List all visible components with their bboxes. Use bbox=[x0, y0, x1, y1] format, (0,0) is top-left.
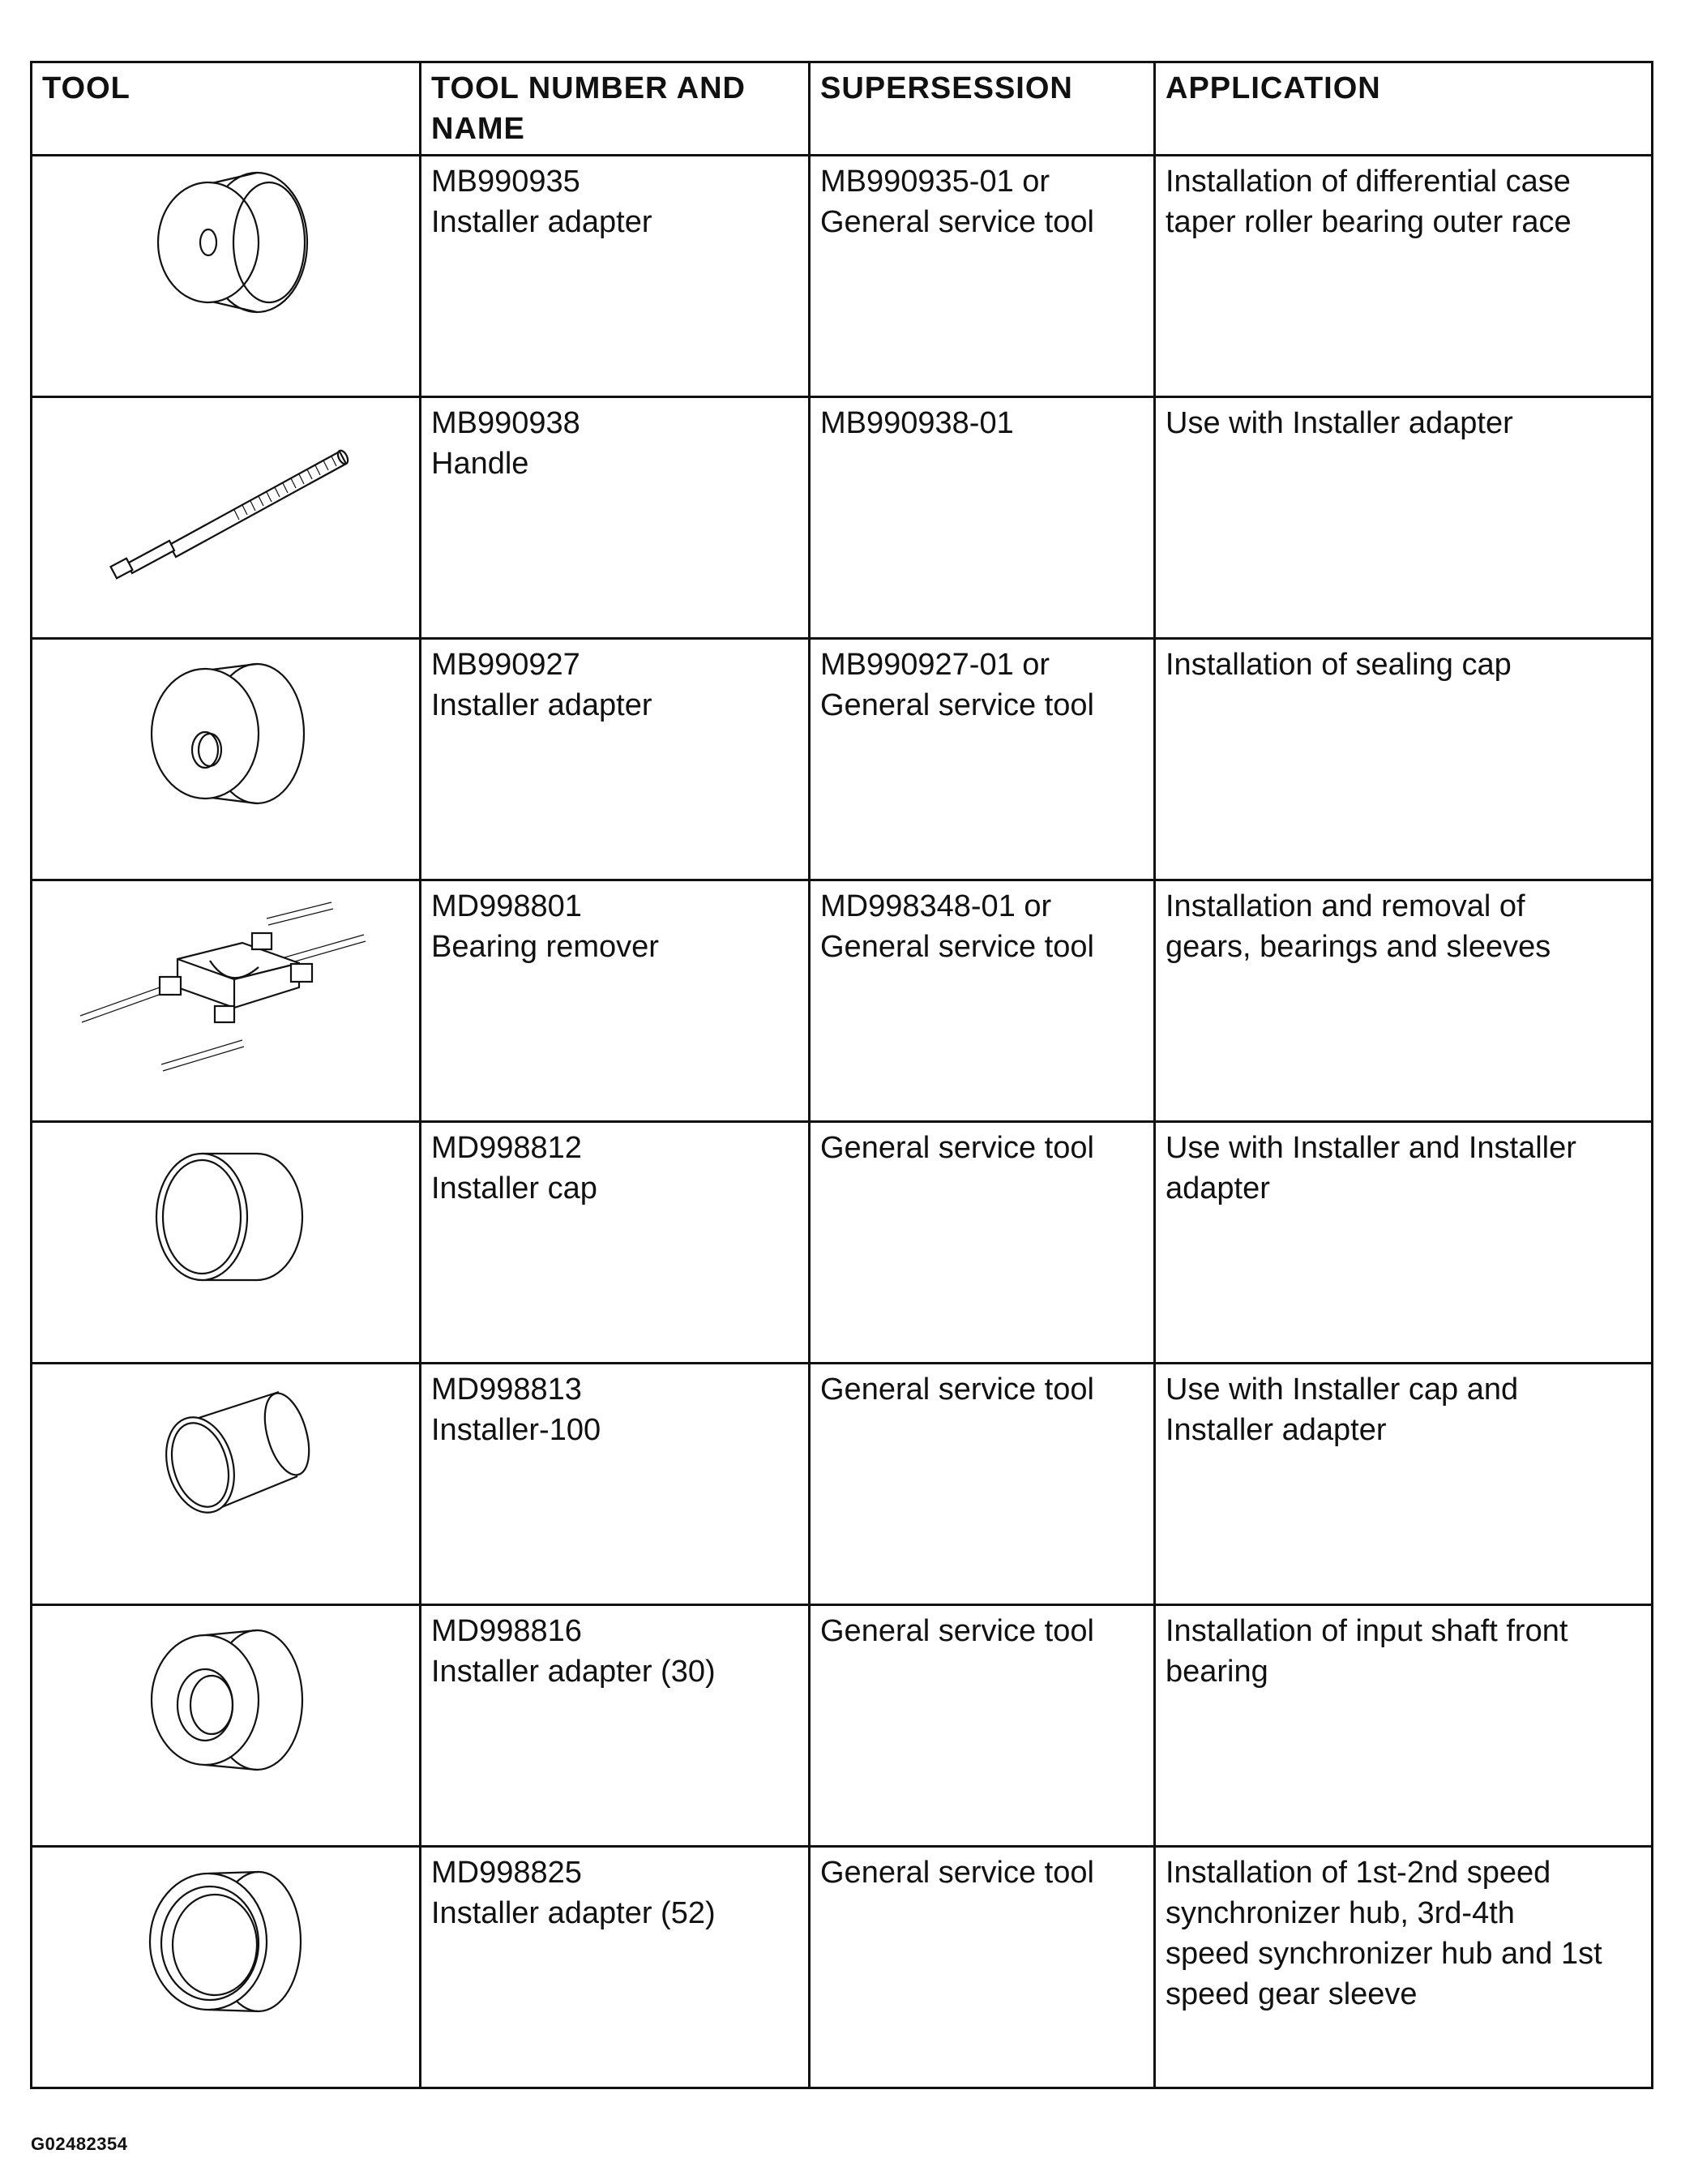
supersession-cell: MD998348-01 or General service tool bbox=[810, 880, 1155, 1122]
tool-name: Installer adapter bbox=[431, 205, 652, 239]
application-cell: Use with Installer cap and Installer adapter bbox=[1155, 1364, 1653, 1605]
supersession-cell: General service tool bbox=[810, 1122, 1155, 1364]
table-row bbox=[32, 1364, 1653, 1605]
bearing-remover-icon bbox=[56, 886, 396, 1081]
tool-image-cell bbox=[32, 1605, 421, 1847]
tool-number-name-cell bbox=[421, 880, 810, 1122]
tool-name: Bearing remover bbox=[431, 930, 659, 964]
installer-adapter-52-icon bbox=[121, 1852, 331, 2031]
application-cell: Use with Installer and Installer adapter bbox=[1155, 1122, 1653, 1364]
header-application: APPLICATION bbox=[1155, 62, 1653, 156]
application-cell: Installation of 1st-2nd speed synchronizer hub, 3rd-4th speed synchronizer hub and 1st speed gear sleeve bbox=[1155, 1847, 1653, 2088]
supersession-cell: General service tool bbox=[810, 1847, 1155, 2088]
tool-name: Installer adapter (30) bbox=[431, 1655, 716, 1689]
supersession-cell: MB990938-01 bbox=[810, 397, 1155, 639]
tool-image-cell bbox=[32, 880, 421, 1122]
table-row bbox=[32, 156, 1653, 397]
header-tool: TOOL bbox=[32, 62, 421, 156]
table-row bbox=[32, 639, 1653, 880]
application-cell: Installation of differential case taper roller bearing outer race bbox=[1155, 156, 1653, 397]
installer-sleeve-icon bbox=[113, 1369, 340, 1548]
installer-adapter-icon bbox=[121, 644, 331, 823]
supersession-cell: MB990935-01 or General service tool bbox=[810, 156, 1155, 397]
installer-adapter-30-icon bbox=[121, 1611, 331, 1789]
tool-image-cell bbox=[32, 1122, 421, 1364]
tool-number: MB990927 bbox=[431, 648, 580, 682]
header-row bbox=[32, 62, 1653, 156]
tool-number-name-cell bbox=[421, 1605, 810, 1847]
tool-image-cell bbox=[32, 1364, 421, 1605]
tool-number-name-cell bbox=[421, 1364, 810, 1605]
tool-number-name-cell bbox=[421, 1847, 810, 2088]
tool-image-cell bbox=[32, 397, 421, 639]
tool-name: Installer-100 bbox=[431, 1413, 601, 1447]
tool-image-cell bbox=[32, 156, 421, 397]
application-cell: Use with Installer adapter bbox=[1155, 397, 1653, 639]
table-row bbox=[32, 1847, 1653, 2088]
special-tools-table bbox=[30, 61, 1653, 2089]
application-cell: Installation and removal of gears, bearings and sleeves bbox=[1155, 880, 1653, 1122]
supersession-cell: General service tool bbox=[810, 1364, 1155, 1605]
tool-name: Installer adapter bbox=[431, 688, 652, 722]
tool-name: Handle bbox=[431, 447, 529, 481]
tool-number: MD998813 bbox=[431, 1372, 582, 1407]
handle-icon bbox=[72, 403, 380, 597]
tool-number: MD998801 bbox=[431, 889, 582, 923]
header-supersession: SUPERSESSION bbox=[810, 62, 1155, 156]
table-row bbox=[32, 880, 1653, 1122]
tool-name: Installer adapter (52) bbox=[431, 1896, 716, 1930]
table-row bbox=[32, 397, 1653, 639]
tool-number-name-cell bbox=[421, 1122, 810, 1364]
application-cell: Installation of sealing cap bbox=[1155, 639, 1653, 880]
tool-image-cell bbox=[32, 1847, 421, 2088]
tool-number-name-cell bbox=[421, 397, 810, 639]
table-row bbox=[32, 1605, 1653, 1847]
tool-image-cell bbox=[32, 639, 421, 880]
tool-number: MD998816 bbox=[431, 1614, 582, 1648]
supersession-cell: General service tool bbox=[810, 1605, 1155, 1847]
installer-adapter-disc-icon bbox=[121, 161, 331, 323]
application-cell: Installation of input shaft front bearing bbox=[1155, 1605, 1653, 1847]
tool-number: MD998812 bbox=[431, 1131, 582, 1165]
tool-name: Installer cap bbox=[431, 1171, 597, 1205]
table-row bbox=[32, 1122, 1653, 1364]
installer-cap-icon bbox=[121, 1128, 331, 1306]
figure-id: G02482354 bbox=[31, 2134, 128, 2154]
tool-number-name-cell bbox=[421, 156, 810, 397]
header-tool-number-name: TOOL NUMBER AND NAME bbox=[421, 62, 810, 156]
supersession-cell: MB990927-01 or General service tool bbox=[810, 639, 1155, 880]
tool-number: MB990938 bbox=[431, 406, 580, 440]
tool-number: MB990935 bbox=[431, 165, 580, 199]
tool-number-name-cell bbox=[421, 639, 810, 880]
tool-number: MD998825 bbox=[431, 1856, 582, 1890]
